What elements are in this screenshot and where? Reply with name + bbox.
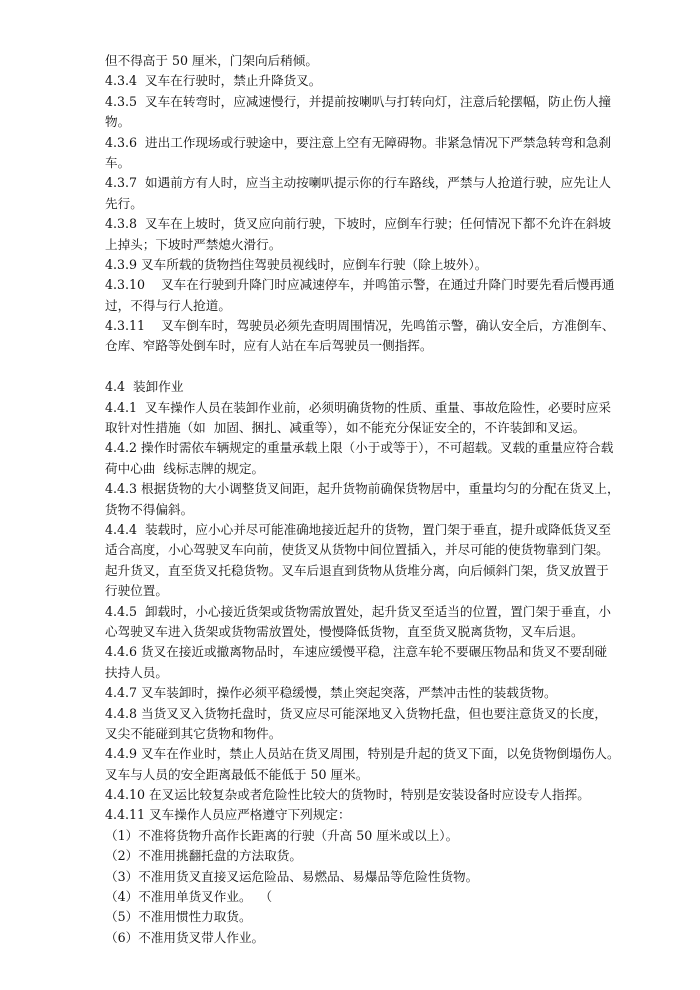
section-heading: 4.4 装卸作业 [105, 379, 184, 395]
text-line: 4.3.5 叉车在转弯时，应减速慢行，并提前按喇叭与打转向灯，注意后轮摆幅，防止伤人撞 [105, 93, 612, 109]
text-line: 先行。 [105, 195, 143, 211]
text-line: 物。 [105, 114, 131, 130]
text-line: 行驶位置。 [105, 583, 168, 599]
text-line: 取针对性措施（如 加固、捆扎、减重等），如不能充分保证安全的，不许装卸和叉运。 [105, 420, 586, 436]
text-line: 起升货叉，直至货叉托稳货物。叉车后退直到货物从货堆分离，向后倾斜门架，货叉放置于 [105, 562, 609, 578]
list-item: （4）不准用单货叉作业。 （ [105, 889, 273, 905]
text-line: 货物不得偏斜。 [105, 501, 194, 517]
text-line: 4.4.10 在叉运比较复杂或者危险性比较大的货物时，特别是安装设备时应设专人指挥。 [105, 787, 590, 803]
text-line: 适合高度，小心驾驶叉车向前，使货叉从货物中间位置插入，并尽可能的使货物靠到门架。 [105, 542, 609, 558]
list-item: （5）不准用惯性力取货。 [105, 909, 252, 925]
text-line: 车。 [105, 154, 131, 170]
text-line: 过，不得与行人抢道。 [105, 297, 231, 313]
text-line: 心驾驶叉车进入货架或货物需放置处，慢慢降低货物，直至货叉脱离货物，叉车后退。 [105, 623, 584, 639]
text-line: 4.3.4 叉车在行驶时，禁止升降货叉。 [105, 73, 322, 89]
paragraph-spacer [105, 357, 583, 377]
text-line: 4.3.8 叉车在上坡时，货叉应向前行驶，下坡时，应倒车行驶；任何情况下都不允许在斜坡 [105, 216, 612, 232]
text-line: 但不得高于 50 厘米，门架向后稍倾。 [105, 53, 318, 68]
text-line: 4.4.6 货叉在接近或撤离物品时，车速应缓慢平稳，注意车轮不要碾压物品和货叉不要刮碰 [105, 644, 608, 660]
text-line: 4.4.4 装载时，应小心并尽可能准确地接近起升的货物，置门架于垂直，提升或降低货叉至 [105, 521, 612, 537]
text-line: 叉车与人员的安全距离最低不能低于 50 厘米。 [105, 766, 369, 782]
text-line: 4.3.6 进出工作现场或行驶途中，要注意上空有无障碍物。非紧急情况下严禁急转弯和急刹 [105, 134, 612, 150]
text-line: 叉尖不能碰到其它货物和物件。 [105, 725, 282, 741]
text-line: 4.4.3 根据货物的大小调整货叉间距，起升货物前确保货物居中，重量均匀的分配在货叉上， [105, 481, 620, 497]
text-line: 4.3.9 叉车所载的货物挡住驾驶员视线时，应倒车行驶（除上坡外）。 [105, 256, 488, 272]
text-line: 荷中心曲 线标志牌的规定。 [105, 460, 265, 476]
text-line: 仓库、窄路等处倒车时，应有人站在车后驾驶员一侧指挥。 [105, 338, 433, 354]
list-item: （6）不准用货叉带人作业。 [105, 929, 265, 945]
text-line: 4.4.2 操作时需依车辆规定的重量承载上限（小于或等于），不可超载。叉载的重量应符合载 [105, 440, 614, 456]
text-line: 4.3.10 叉车在行驶到升降门时应减速停车，并鸣笛示警，在通过升降门时要先看后慢再通 [105, 277, 615, 293]
list-item: （1）不准将货物升高作长距离的行驶（升高 50 厘米或以上）。 [105, 827, 459, 843]
text-line: 4.4.11 叉车操作人员应严格遵守下列规定： [105, 807, 351, 823]
text-line: 4.4.8 当货叉叉入货物托盘时，货叉应尽可能深地叉入货物托盘，但也要注意货叉的长度， [105, 705, 608, 721]
text-line: 4.4.1 叉车操作人员在装卸作业前，必须明确货物的性质、重量、事故危险性，必要时应采 [105, 399, 612, 415]
list-item: （3）不准用货叉直接叉运危险品、易燃品、易爆品等危险性货物。 [105, 868, 479, 884]
text-line: 4.4.7 叉车装卸时，操作必须平稳缓慢，禁止突起突落，严禁冲击性的装载货物。 [105, 685, 557, 701]
text-line: 4.3.7 如遇前方有人时，应当主动按喇叭提示你的行车路线，严禁与人抢道行驶，应先让人 [105, 175, 612, 191]
text-line: 上掉头；下坡时严禁熄火滑行。 [105, 236, 282, 252]
document-body [105, 51, 620, 948]
text-line: 4.4.5 卸载时，小心接近货架或货物需放置处，起升货叉至适当的位置，置门架于垂直，小 [105, 603, 612, 619]
list-item: （2）不准用挑翻托盘的方法取货。 [105, 848, 302, 864]
text-line: 扶持人员。 [105, 664, 168, 680]
text-line: 4.4.9 叉车在作业时，禁止人员站在货叉周围，特别是升起的货叉下面，以免货物倒塌伤人。 [105, 746, 620, 762]
text-line: 4.3.11 叉车倒车时，驾驶员必须先查明周围情况，先鸣笛示警，确认安全后，方准倒车、 [105, 318, 615, 334]
